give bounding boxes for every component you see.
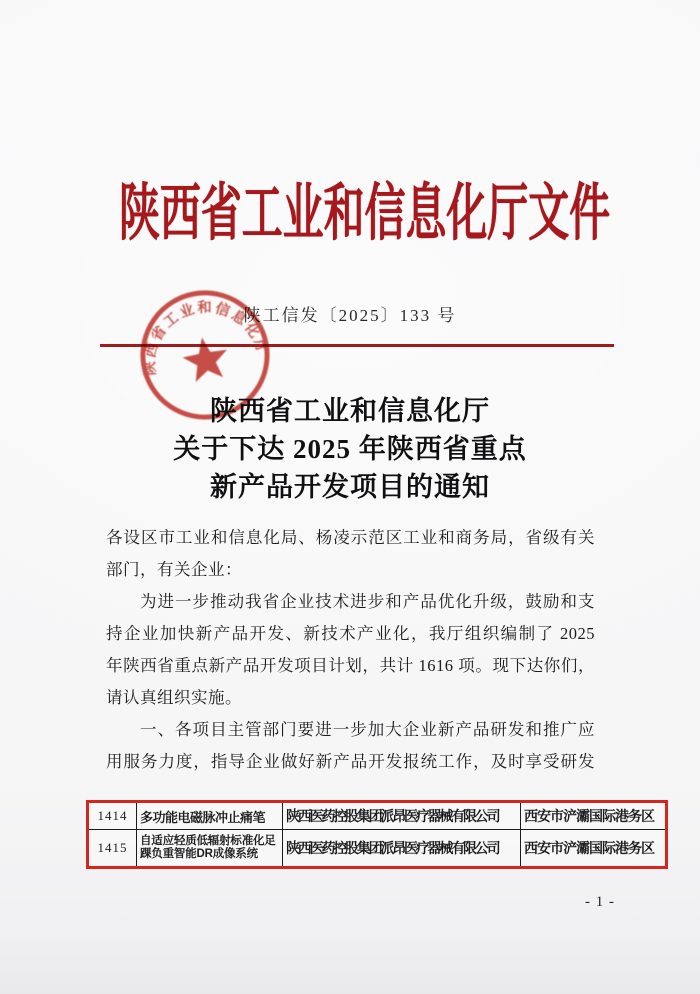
cell-company-name: 陕西医药控股集团派昂医疗器械有限公司	[283, 802, 521, 830]
masthead-title: 陕西省工业和信息化厅文件	[118, 180, 611, 248]
body-line: 一、各项目主管部门要进一步加大企业新产品研发和推广应	[140, 720, 595, 739]
body-line: 年陕西省重点新产品开发项目计划，共计 1616 项。现下达你们，	[106, 656, 595, 675]
title-line-1: 陕西省工业和信息化厅	[210, 396, 490, 426]
seal-arc-text: 陕西省工业和信息化厅	[142, 299, 271, 376]
document-body	[106, 522, 595, 778]
body-line: 各设区市工业和信息化局、杨凌示范区工业和商务局，省级有关	[106, 528, 595, 547]
body-line: 请认真组织实施。	[106, 688, 242, 707]
body-paragraph	[106, 522, 595, 586]
title-line-3: 新产品开发项目的通知	[210, 472, 490, 502]
document-number: 陕工信发〔2025〕133 号	[243, 306, 457, 325]
cell-product-name: 自适应轻质低辐射标准化足踝负重智能DR成像系统	[137, 830, 283, 868]
cell-district: 西安市浐灞国际港务区	[521, 830, 667, 868]
cell-company-name: 陕西医药控股集团派昂医疗器械有限公司	[283, 830, 521, 868]
cell-district: 西安市浐灞国际港务区	[521, 802, 667, 830]
project-table	[86, 800, 668, 869]
table-row	[88, 830, 667, 868]
cell-project-id: 1414	[88, 802, 137, 830]
body-line: 用服务力度，指导企业做好新产品开发报统工作，及时享受研发	[106, 752, 595, 771]
title-line-2: 关于下达 2025 年陕西省重点	[173, 434, 527, 464]
seal-star-icon	[180, 334, 232, 384]
page-number: - 1 -	[585, 894, 615, 910]
document-title	[0, 392, 700, 506]
table-row	[88, 802, 667, 830]
body-line: 部门，有关企业：	[106, 560, 242, 579]
body-line: 为进一步推动我省企业技术进步和产品优化升级，鼓励和支	[140, 592, 595, 611]
cell-product-name: 多功能电磁脉冲止痛笔	[137, 802, 283, 830]
body-line: 持企业加快新产品开发、新技术产业化，我厅组织编制了 2025	[106, 624, 595, 643]
body-paragraph	[106, 586, 595, 714]
body-paragraph	[106, 714, 595, 778]
cell-project-id: 1415	[88, 830, 137, 868]
